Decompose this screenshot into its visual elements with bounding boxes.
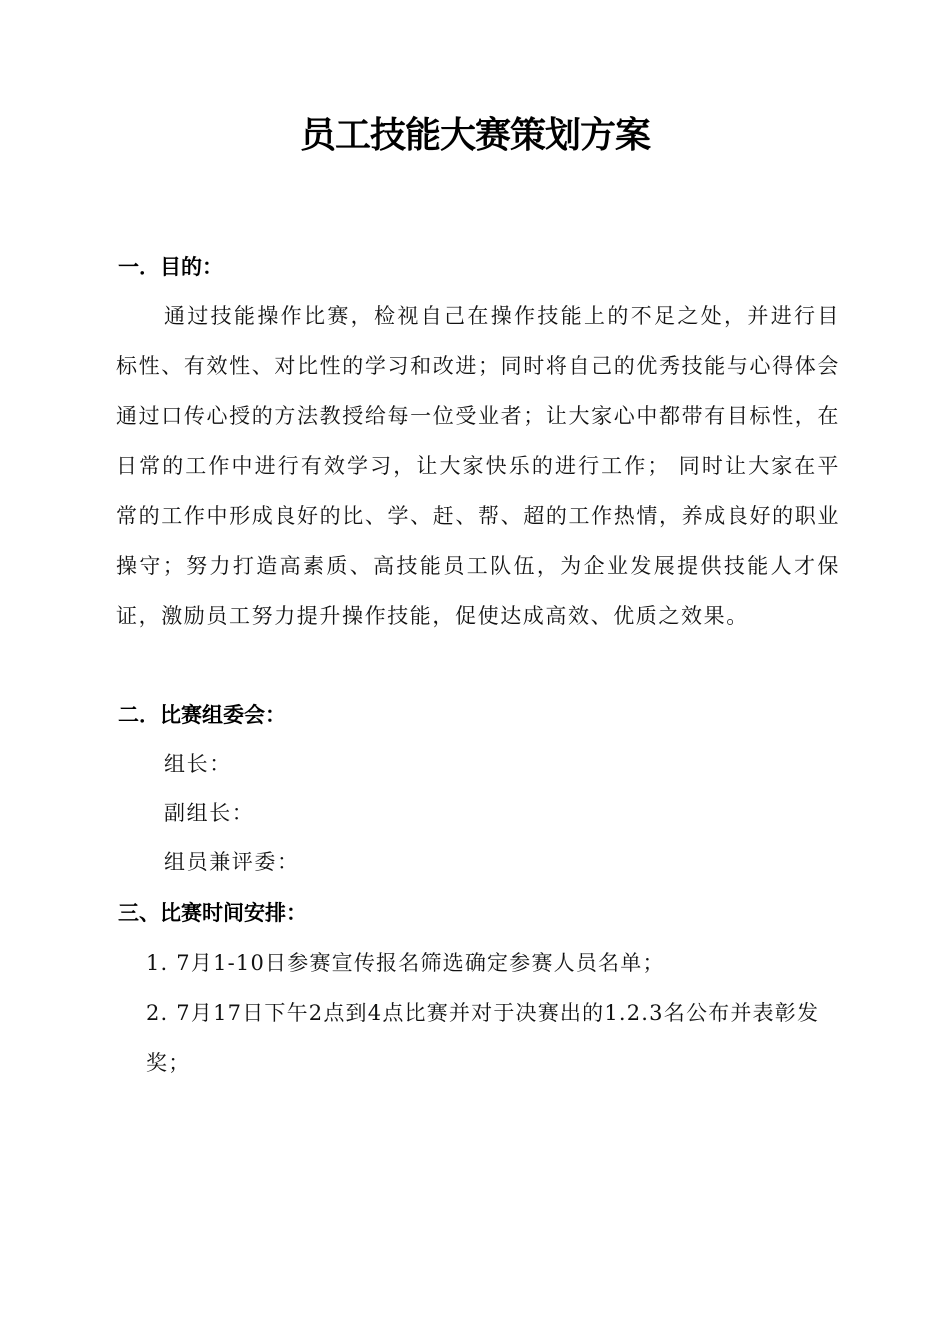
- schedule-item: 1. 7月1-10日参赛宣传报名筛选确定参赛人员名单；: [146, 951, 665, 975]
- committee-deputy-leader: 副组长：: [164, 801, 255, 825]
- document-title: 员工技能大赛策划方案: [299, 115, 650, 156]
- schedule-item: 2. 7月17日下午2点到4点比赛并对于决赛出的1.2.3名公布并表彰发奖；: [146, 1001, 820, 1075]
- purpose-paragraph: 通过技能操作比赛，检视自己在操作技能上的不足之处，并进行目标性、有效性、对比性的学习和改进；同时将自己的优秀技能与心得体会通过口传心授的方法教授给每一位受业者；让大家心中都带有目标性，在日常的工作中进行有效学习，让大家快乐的进行工作； 同时让大家在平常的工作中形成良好的比、学、赶、帮、超的工作热情，养成良好的职业操守；努力打造高素质、高技能员工队伍，为企业发展提供技能人才保证，激励员工努力提升操作技能，促使达成高效、优质之效果。: [116, 304, 840, 628]
- section-heading-purpose: 一．目的：: [118, 255, 223, 279]
- section-heading-schedule: 三、比赛时间安排：: [118, 901, 307, 925]
- committee-leader: 组长：: [164, 752, 232, 776]
- section-heading-committee: 二．比赛组委会：: [118, 703, 286, 727]
- committee-members-judges: 组员兼评委：: [164, 850, 300, 874]
